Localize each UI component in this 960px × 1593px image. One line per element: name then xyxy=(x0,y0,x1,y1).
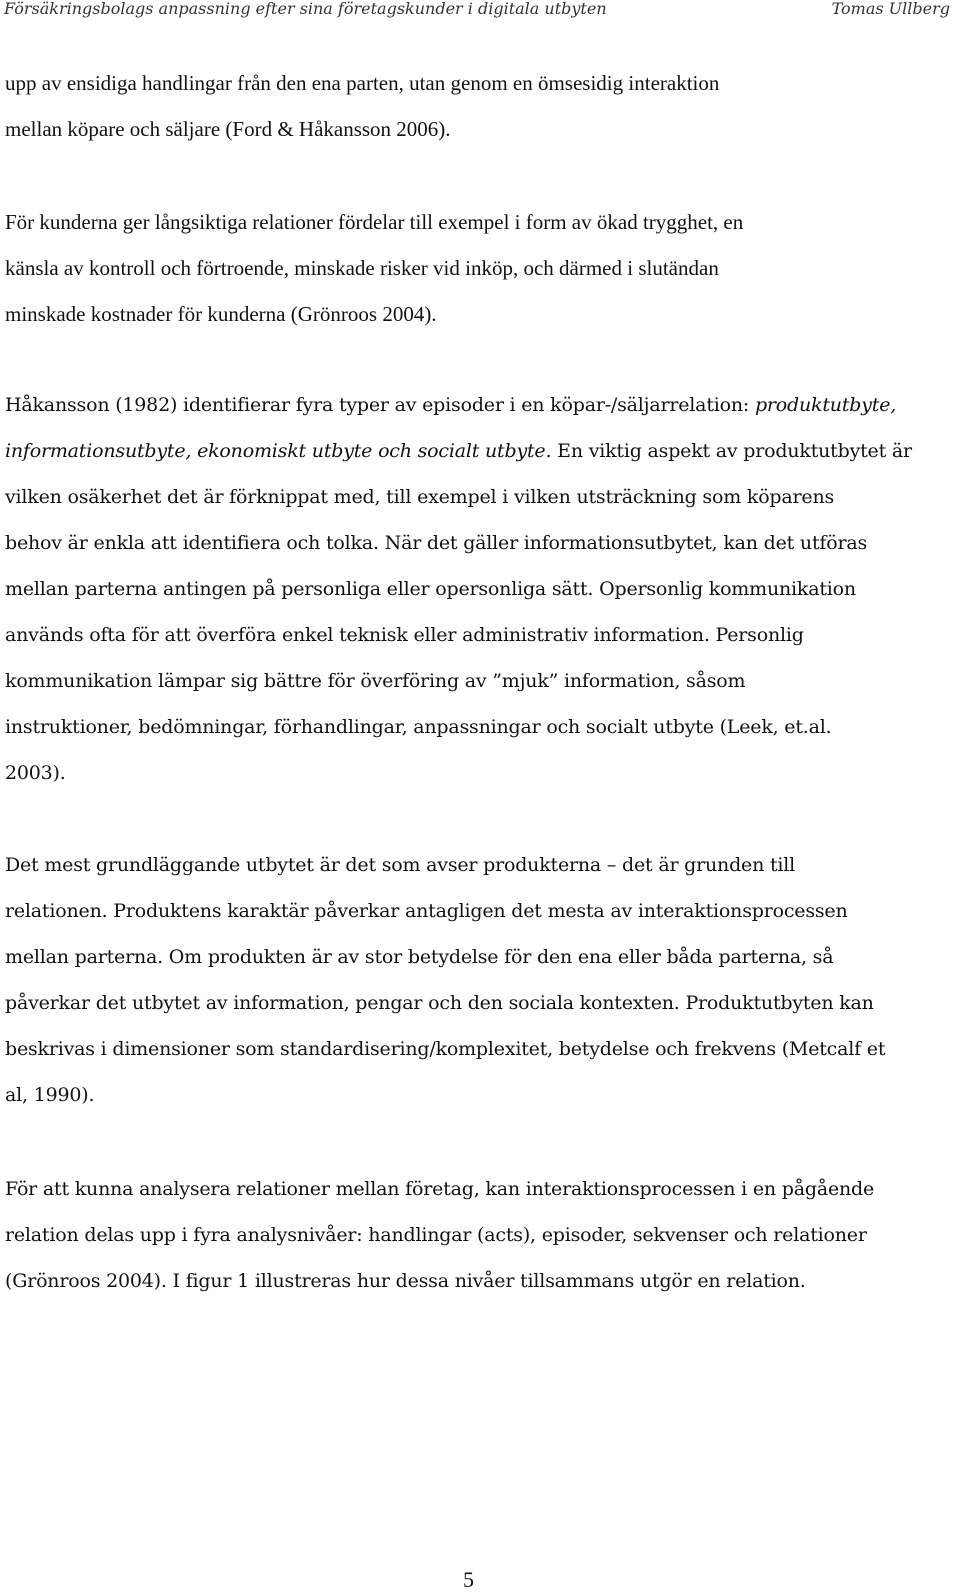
paragraph-line: instruktioner, bedömningar, förhandlingar, anpassningar och socialt utbyte (Leek, et.al. xyxy=(5,716,832,738)
paragraph-line: används ofta för att överföra enkel teknisk eller administrativ information. Personlig xyxy=(5,624,804,646)
paragraph-line: relationen. Produktens karaktär påverkar antagligen det mesta av interaktionsprocessen xyxy=(5,900,848,922)
paragraph-5 xyxy=(5,1166,949,1304)
paragraph-line: mellan parterna antingen på personliga eller opersonliga sätt. Opersonlig kommunikation xyxy=(5,578,856,600)
page-number: 5 xyxy=(463,1567,474,1592)
paragraph-line: relation delas upp i fyra analysnivåer: handlingar (acts), episoder, sekvenser och relationer xyxy=(5,1224,867,1246)
episode-types-italic: produktutbyte, xyxy=(754,394,897,416)
paragraph-line: beskrivas i dimensioner som standardisering/komplexitet, betydelse och frekvens (Metcalf et xyxy=(5,1038,886,1060)
paragraph-line: vilken osäkerhet det är förknippat med, till exempel i vilken utsträckning som köparens xyxy=(5,486,835,508)
paragraph-line: påverkar det utbytet av information, pengar och den sociala kontexten. Produktutbyten kan xyxy=(5,992,874,1014)
header-title: Försäkringsbolags anpassning efter sina företagskunder i digitala utbyten xyxy=(4,0,607,18)
episode-types-italic: informationsutbyte, ekonomiskt utbyte och socialt utbyte. xyxy=(5,440,552,462)
paragraph-line: mellan köpare och säljare (Ford & Håkansson 2006). xyxy=(5,117,451,141)
paragraph-text: En viktig aspekt av produktutbytet är xyxy=(551,440,912,462)
running-header xyxy=(4,0,950,20)
paragraph-line: al, 1990). xyxy=(5,1084,95,1106)
paragraph-line: Det mest grundläggande utbytet är det som avser produkterna – det är grunden till xyxy=(5,854,796,876)
paragraph-line: kommunikation lämpar sig bättre för överföring av ”mjuk” information, såsom xyxy=(5,670,746,692)
paragraph-1 xyxy=(5,60,949,152)
paragraph-line: 2003). xyxy=(5,762,66,784)
paragraph-2 xyxy=(5,199,949,337)
header-author: Tomas Ullberg xyxy=(831,0,950,18)
paragraph-4 xyxy=(5,842,949,1118)
paragraph-3 xyxy=(5,382,949,796)
paragraph-line: mellan parterna. Om produkten är av stor betydelse för den ena eller båda parterna, så xyxy=(5,946,834,968)
paragraph-line xyxy=(5,382,949,428)
paragraph-line xyxy=(5,428,949,474)
paragraph-line: (Grönroos 2004). I figur 1 illustreras hur dessa nivåer tillsammans utgör en relation. xyxy=(5,1270,806,1292)
paragraph-line: upp av ensidiga handlingar från den ena parten, utan genom en ömsesidig interaktion xyxy=(5,71,720,95)
paragraph-text: Håkansson (1982) identifierar fyra typer av episoder i en köpar-/säljarrelation: xyxy=(5,394,755,416)
paragraph-line: För att kunna analysera relationer mellan företag, kan interaktionsprocessen i en pågående xyxy=(5,1178,875,1200)
paragraph-line: För kunderna ger långsiktiga relationer fördelar till exempel i form av ökad trygghet, en xyxy=(5,210,744,234)
paragraph-line: minskade kostnader för kunderna (Grönroos 2004). xyxy=(5,302,437,326)
paragraph-line: känsla av kontroll och förtroende, minskade risker vid inköp, och därmed i slutändan xyxy=(5,256,719,280)
paragraph-line: behov är enkla att identifiera och tolka. När det gäller informationsutbytet, kan det utföras xyxy=(5,532,868,554)
